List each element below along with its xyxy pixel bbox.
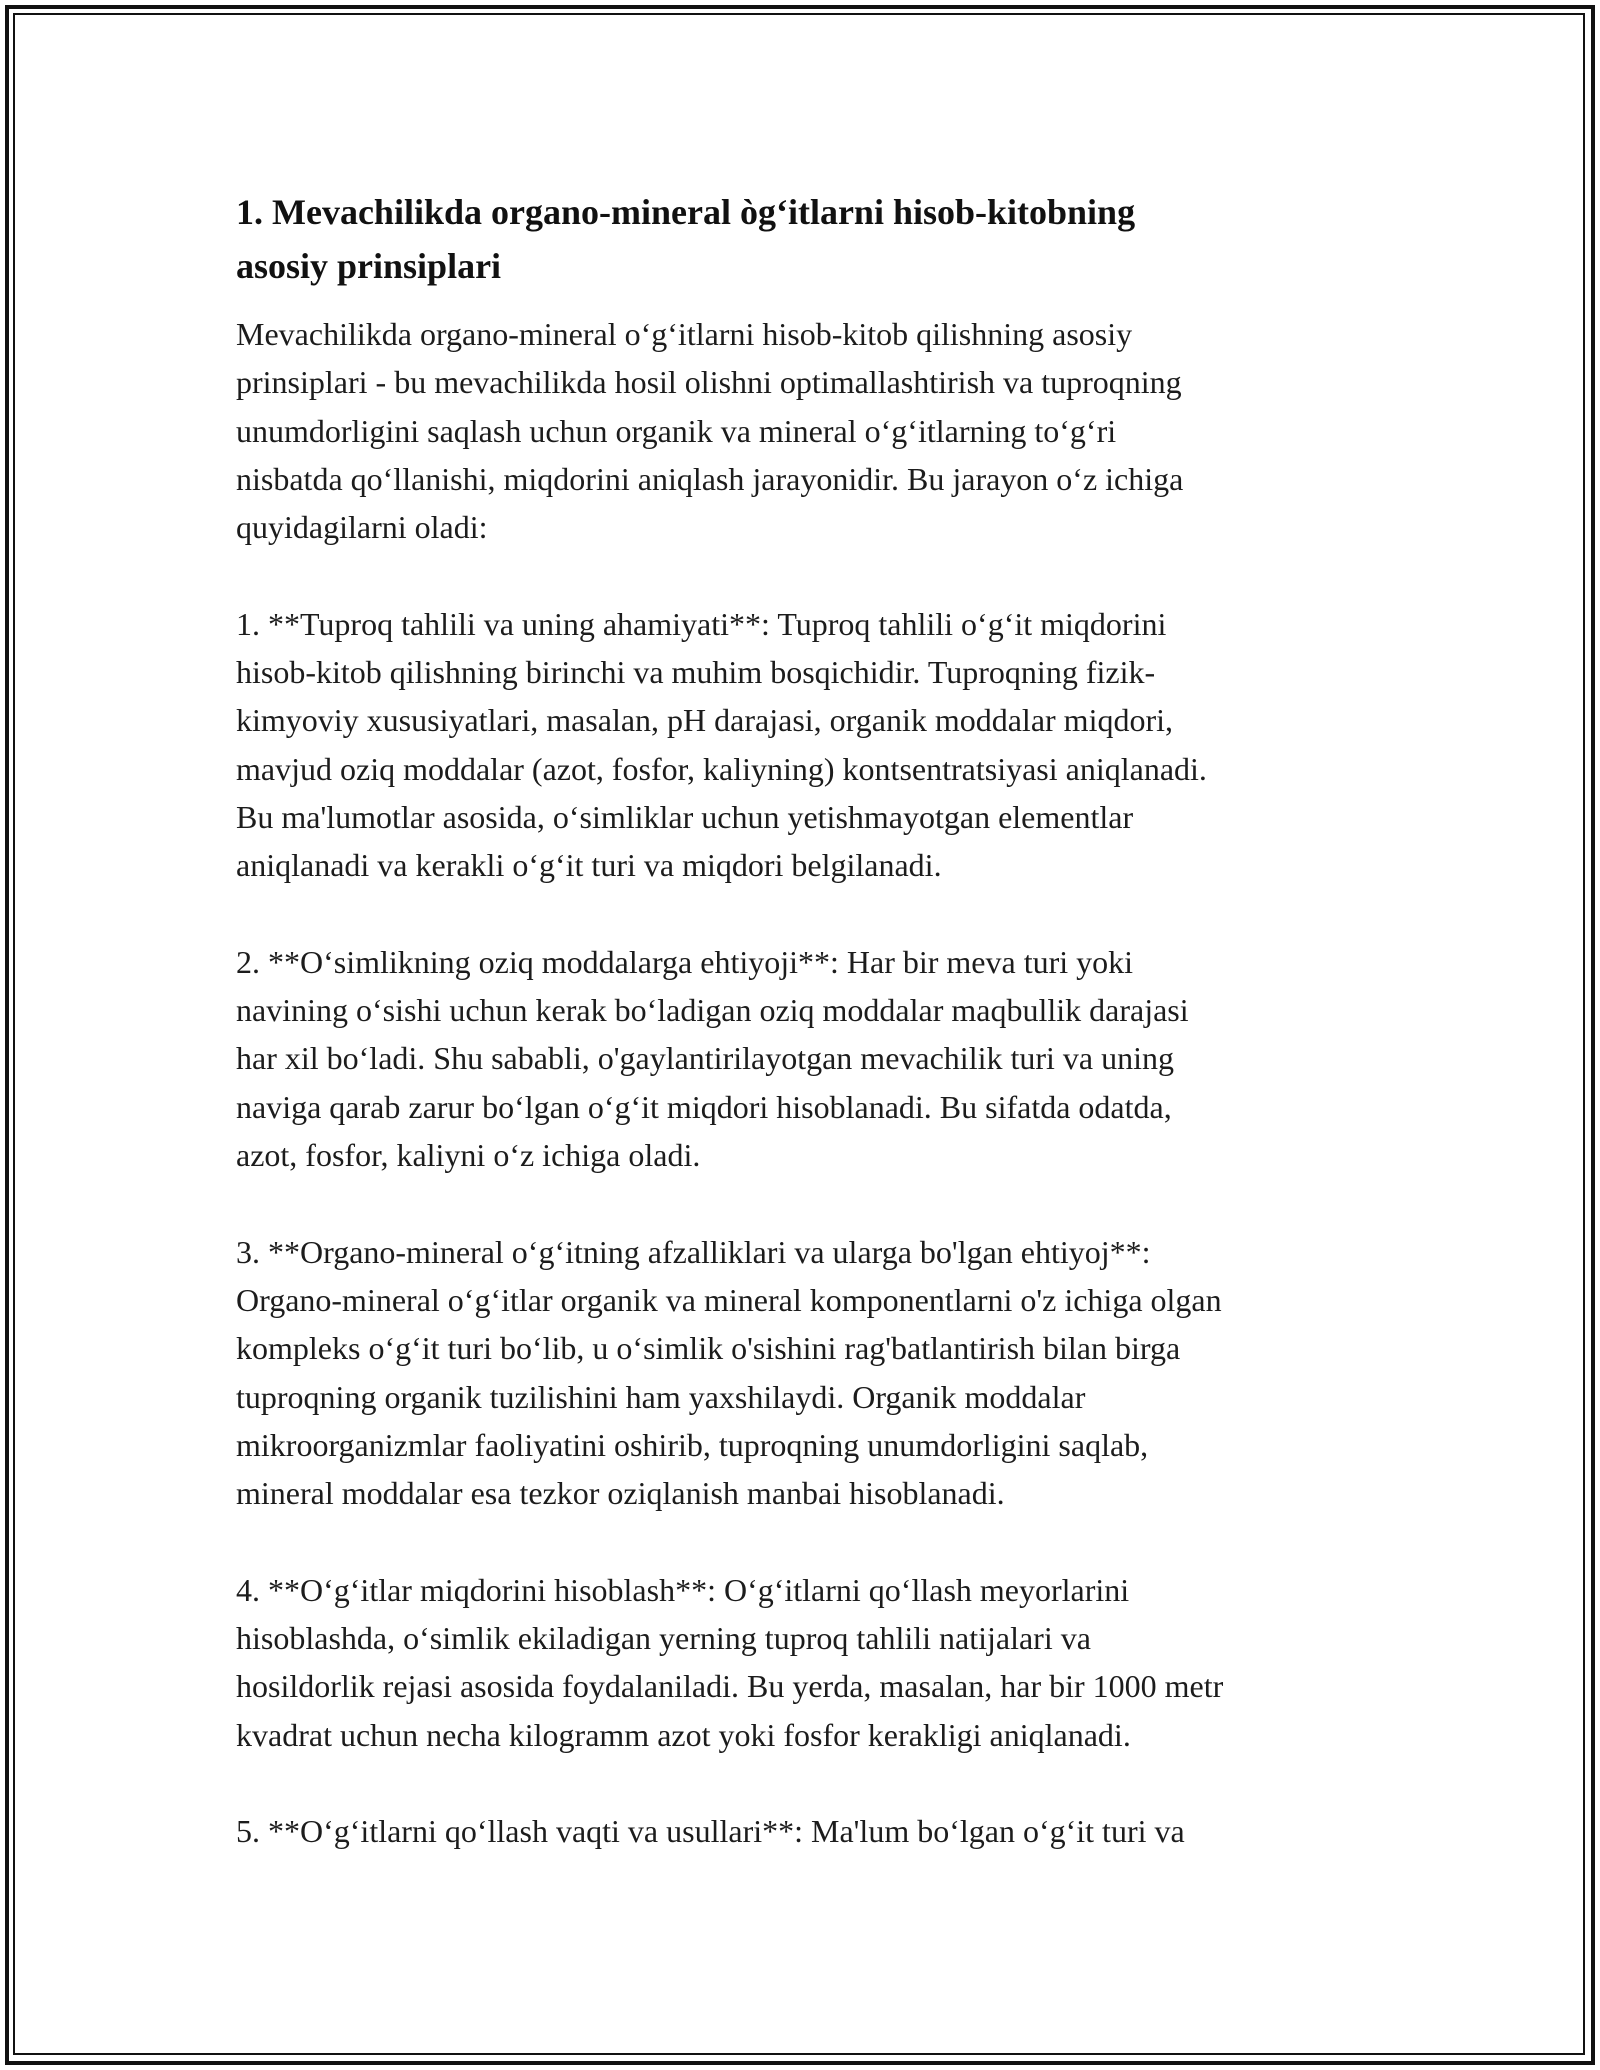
- paragraph-line: tuproqning organik tuzilishini ham yaxshilaydi. Organik moddalar: [236, 1378, 1086, 1415]
- paragraph-line: 1. **Tuproq tahlili va uning ahamiyati**: Tuproq tahlili o‘g‘it miqdorini: [236, 605, 1167, 642]
- paragraph-line: naviga qarab zarur bo‘lgan o‘g‘it miqdori hisoblanadi. Bu sifatda odatda,: [236, 1088, 1172, 1125]
- section-heading: 1. Mevachilikda organo-mineral òg‘itlarni hisob-kitobning asosiy prinsiplari: [236, 192, 1136, 286]
- paragraph-line: Organo-mineral o‘g‘itlar organik va mineral komponentlarni o'z ichiga olgan: [236, 1281, 1222, 1318]
- paragraph-line: nisbatda qo‘llanishi, miqdorini aniqlash jarayonidir. Bu jarayon o‘z ichiga: [236, 460, 1184, 497]
- paragraph: [236, 1228, 1376, 1518]
- paragraph-line: mavjud oziq moddalar (azot, fosfor, kaliyning) kontsentratsiyasi aniqlanadi.: [236, 750, 1207, 787]
- paragraph-line: unumdorligini saqlash uchun organik va mineral o‘g‘itlarning to‘g‘ri: [236, 412, 1117, 449]
- paragraph-line: 5. **O‘g‘itlarni qo‘llash vaqti va usullari**: Ma'lum bo‘lgan o‘g‘it turi va: [236, 1813, 1185, 1850]
- paragraph-line: har xil bo‘ladi. Shu sababli, o'gaylantirilayotgan mevachilik turi va uning: [236, 1040, 1174, 1077]
- paragraph-line: hisoblashda, o‘simlik ekiladigan yerning tuproq tahlili natijalari va: [236, 1620, 1091, 1657]
- paragraph-line: navining o‘sishi uchun kerak bo‘ladigan oziq moddalar maqbullik darajasi: [236, 992, 1189, 1029]
- paragraph-line: aniqlanadi va kerakli o‘g‘it turi va miqdori belgilanadi.: [236, 847, 942, 884]
- paragraph-line: mikroorganizmlar faoliyatini oshirib, tuproqning unumdorligini saqlab,: [236, 1426, 1149, 1463]
- paragraph-line: quyidagilarni oladi:: [236, 509, 488, 546]
- paragraph-line: Bu ma'lumotlar asosida, o‘simliklar uchun yetishmayotgan elementlar: [236, 798, 1134, 835]
- document-body: [236, 185, 1376, 1904]
- paragraph-line: Mevachilikda organo-mineral o‘g‘itlarni hisob-kitob qilishning asosiy: [236, 316, 1133, 352]
- paragraph-line: 3. **Organo-mineral o‘g‘itning afzalliklari va ularga bo'lgan ehtiyoj**:: [236, 1233, 1151, 1270]
- paragraph-line: kompleks o‘g‘it turi bo‘lib, u o‘simlik o'sishini rag'batlantirish bilan birga: [236, 1330, 1181, 1367]
- paragraph: [236, 938, 1376, 1179]
- paragraph-line: 2. **O‘simlikning oziq moddalarga ehtiyoji**: Har bir meva turi yoki: [236, 943, 1134, 980]
- paragraph-list: [236, 310, 1376, 1856]
- paragraph-line: mineral moddalar esa tezkor oziqlanish manbai hisoblanadi.: [236, 1475, 1005, 1512]
- paragraph-line: kimyoviy xususiyatlari, masalan, pH darajasi, organik moddalar miqdori,: [236, 702, 1173, 739]
- paragraph-line: 4. **O‘g‘itlar miqdorini hisoblash**: O‘g‘itlarni qo‘llash meyorlarini: [236, 1571, 1130, 1608]
- paragraph: [236, 1566, 1376, 1759]
- paragraph: [236, 310, 1376, 551]
- paragraph-line: azot, fosfor, kaliyni o‘z ichiga oladi.: [236, 1137, 701, 1174]
- paragraph: [236, 600, 1376, 890]
- paragraph-line: kvadrat uchun necha kilogramm azot yoki fosfor kerakligi aniqlanadi.: [236, 1716, 1131, 1753]
- paragraph-line: hisob-kitob qilishning birinchi va muhim bosqichidir. Tuproqning fizik-: [236, 654, 1156, 691]
- paragraph-line: hosildorlik rejasi asosida foydalaniladi. Bu yerda, masalan, har bir 1000 metr: [236, 1668, 1224, 1705]
- paragraph: [236, 1807, 1376, 1855]
- paragraph-line: prinsiplari - bu mevachilikda hosil olishni optimallashtirish va tuproqning: [236, 364, 1182, 401]
